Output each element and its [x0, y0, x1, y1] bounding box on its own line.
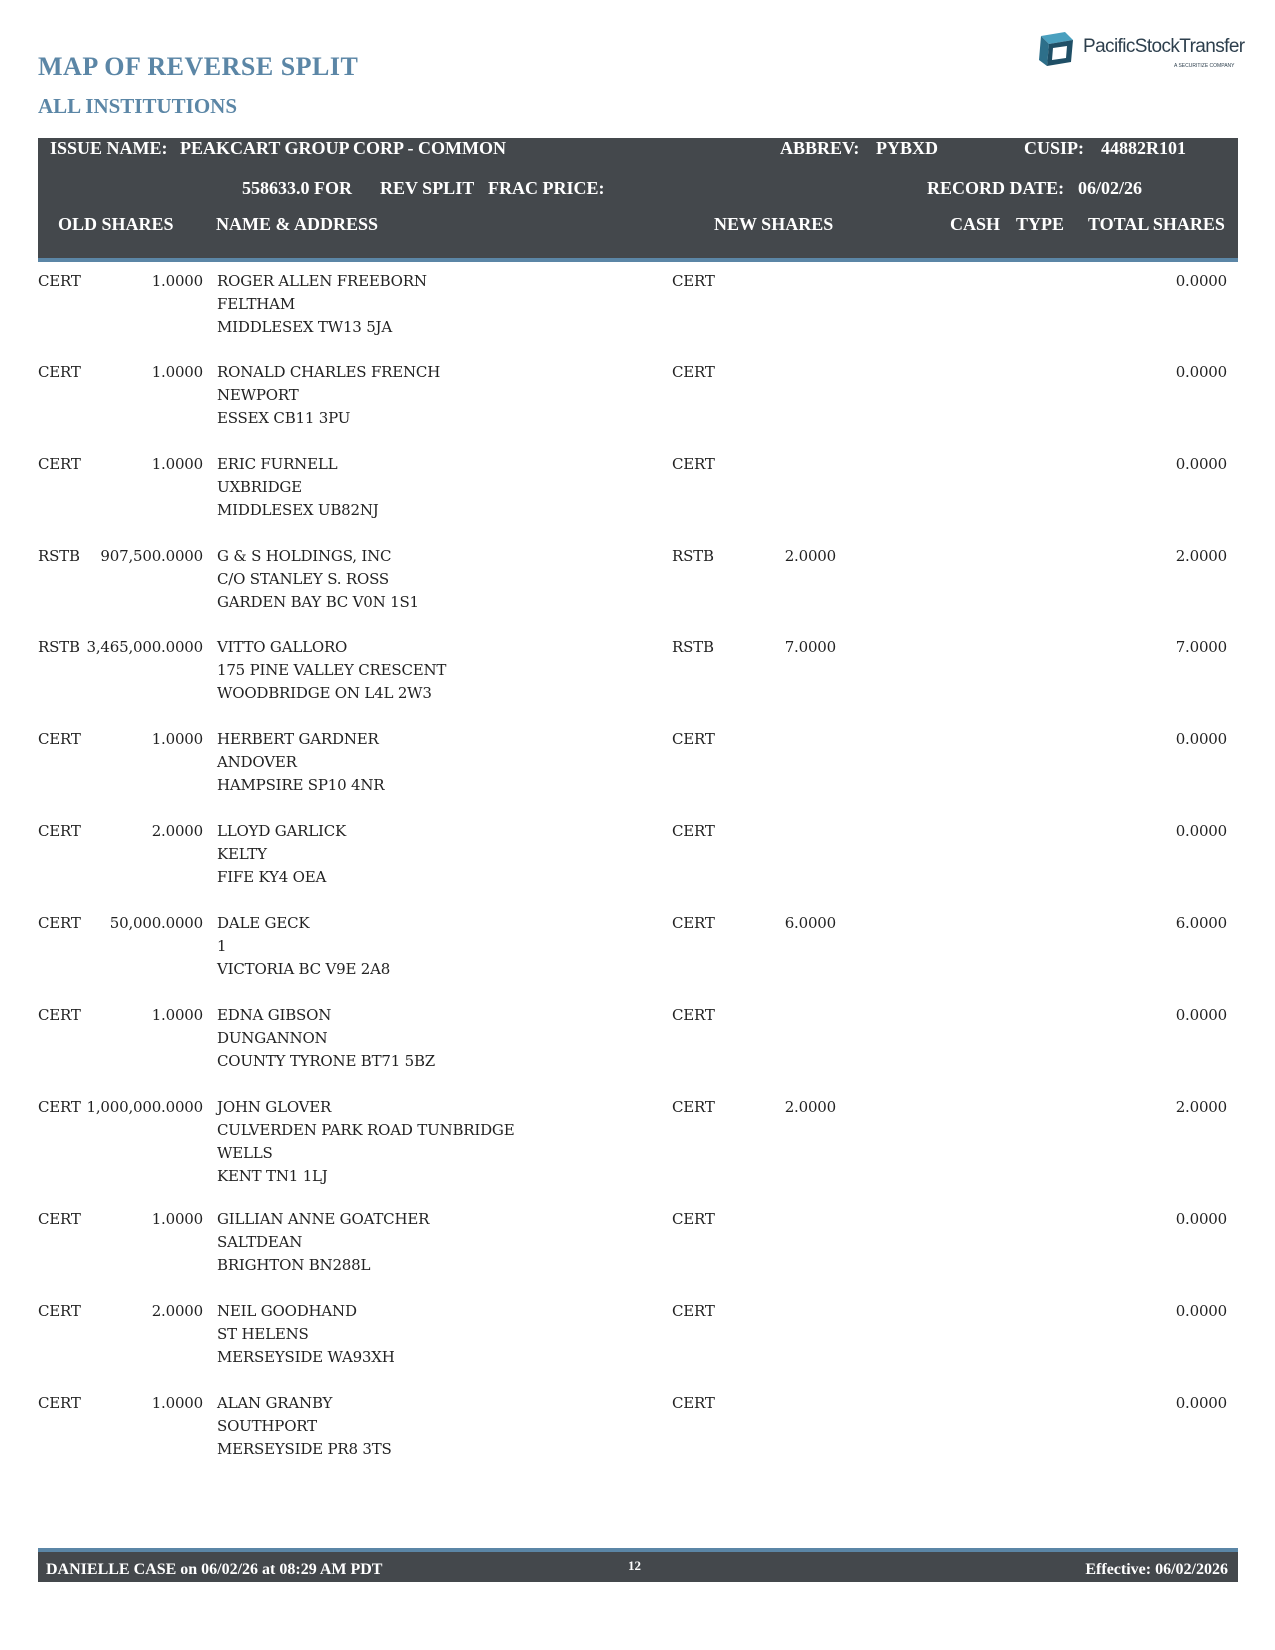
total-shares-value: 6.0000: [1175, 914, 1227, 932]
new-holding-type: CERT: [672, 1302, 715, 1320]
logo-wordmark: PacificStockTransfer: [1083, 36, 1245, 57]
address-line: DUNGANNON: [217, 1029, 328, 1047]
page-footer: [38, 1548, 1238, 1582]
address-line: FIFE KY4 OEA: [217, 868, 327, 886]
page-subtitle: ALL INSTITUTIONS: [38, 94, 237, 118]
name-address-block: [217, 728, 384, 797]
new-holding-type: CERT: [672, 822, 715, 840]
old-holding-type: CERT: [38, 455, 81, 473]
abbrev-value: PYBXD: [876, 138, 938, 158]
address-line: WOODBRIDGE ON L4L 2W3: [217, 684, 432, 702]
new-holding-type: CERT: [672, 914, 715, 932]
old-shares-value: 1,000,000.0000: [86, 1098, 203, 1116]
new-shares-value: 2.0000: [784, 1098, 836, 1116]
old-shares-value: 2.0000: [151, 1302, 203, 1320]
name-address-block: [217, 820, 346, 889]
old-shares-value: 1.0000: [151, 1210, 203, 1228]
old-holding-type: CERT: [38, 272, 81, 290]
old-shares-value: 3,465,000.0000: [86, 638, 203, 656]
record-date-label: RECORD DATE:: [927, 178, 1065, 198]
name-address-block: [217, 1208, 429, 1277]
holder-name: HERBERT GARDNER: [217, 730, 379, 748]
holder-name: RONALD CHARLES FRENCH: [217, 363, 441, 381]
new-shares-value: 6.0000: [784, 914, 836, 932]
holder-name: JOHN GLOVER: [217, 1098, 332, 1116]
old-shares-value: 1.0000: [151, 455, 203, 473]
old-holding-type: CERT: [38, 1210, 81, 1228]
holder-name: LLOYD GARLICK: [217, 822, 346, 840]
new-holding-type: CERT: [672, 1210, 715, 1228]
address-line: KELTY: [217, 845, 267, 863]
address-line: 1: [217, 937, 227, 955]
new-holding-type: CERT: [672, 363, 715, 381]
total-shares-value: 7.0000: [1175, 638, 1227, 656]
address-line: ANDOVER: [217, 753, 297, 771]
total-shares-value: 0.0000: [1175, 1302, 1227, 1320]
frac-price-label: FRAC PRICE:: [488, 178, 605, 198]
holder-name: ERIC FURNELL: [217, 455, 338, 473]
old-holding-type: RSTB: [38, 638, 80, 656]
table-header-band: [38, 138, 1238, 262]
address-line: MERSEYSIDE WA93XH: [217, 1348, 395, 1366]
name-address-block: [217, 270, 427, 339]
holder-name: ALAN GRANBY: [217, 1394, 333, 1412]
holder-name: DALE GECK: [217, 914, 310, 932]
old-shares-value: 1.0000: [151, 1006, 203, 1024]
old-holding-type: CERT: [38, 1394, 81, 1412]
name-address-block: [217, 1096, 514, 1188]
logo-tagline: A SECURITIZE COMPANY: [1174, 63, 1235, 69]
name-address-block: [217, 1300, 395, 1369]
name-address-block: [217, 361, 440, 430]
name-address-block: [217, 1004, 435, 1073]
issue-name-label: ISSUE NAME:: [50, 138, 168, 158]
address-line: MIDDLESEX UB82NJ: [217, 501, 379, 519]
holder-name: EDNA GIBSON: [217, 1006, 332, 1024]
old-holding-type: CERT: [38, 1302, 81, 1320]
new-holding-type: CERT: [672, 1006, 715, 1024]
col-old-shares: OLD SHARES: [58, 214, 174, 234]
holder-name: VITTO GALLORO: [217, 638, 348, 656]
footer-user-timestamp: DANIELLE CASE on 06/02/26 at 08:29 AM PDT: [46, 1561, 383, 1578]
old-shares-value: 1.0000: [151, 730, 203, 748]
name-address-block: [217, 545, 419, 614]
address-line: C/O STANLEY S. ROSS: [217, 570, 389, 588]
record-date-value: 06/02/26: [1078, 178, 1143, 198]
address-line: KENT TN1 1LJ: [217, 1167, 328, 1185]
col-total-shares: TOTAL SHARES: [1088, 214, 1225, 234]
old-holding-type: CERT: [38, 1098, 81, 1116]
name-address-block: [217, 636, 446, 705]
old-holding-type: CERT: [38, 1006, 81, 1024]
new-holding-type: CERT: [672, 272, 715, 290]
name-address-block: [217, 1392, 392, 1461]
address-line: UXBRIDGE: [217, 478, 302, 496]
total-shares-value: 0.0000: [1175, 730, 1227, 748]
col-new-shares: NEW SHARES: [714, 214, 834, 234]
old-holding-type: CERT: [38, 363, 81, 381]
old-shares-value: 1.0000: [151, 1394, 203, 1412]
address-line: ESSEX CB11 3PU: [217, 409, 351, 427]
address-line: ST HELENS: [217, 1325, 309, 1343]
old-shares-value: 1.0000: [151, 363, 203, 381]
total-shares-value: 2.0000: [1175, 547, 1227, 565]
company-logo: [1035, 30, 1245, 76]
col-name-address: NAME & ADDRESS: [216, 214, 379, 234]
old-shares-value: 50,000.0000: [109, 914, 203, 932]
new-holding-type: CERT: [672, 1394, 715, 1412]
new-holding-type: CERT: [672, 455, 715, 473]
rev-split-label: REV SPLIT: [380, 178, 475, 198]
total-shares-value: 2.0000: [1175, 1098, 1227, 1116]
holder-name: G & S HOLDINGS, INC: [217, 547, 392, 565]
address-line: GARDEN BAY BC V0N 1S1: [217, 593, 419, 611]
cusip-value: 44882R101: [1101, 138, 1186, 158]
address-line: BRIGHTON BN288L: [217, 1256, 371, 1274]
address-line: VICTORIA BC V9E 2A8: [217, 960, 391, 978]
old-shares-value: 1.0000: [151, 272, 203, 290]
old-holding-type: CERT: [38, 730, 81, 748]
address-line: MIDDLESEX TW13 5JA: [217, 318, 392, 336]
holder-name: GILLIAN ANNE GOATCHER: [217, 1210, 430, 1228]
issue-name: PEAKCART GROUP CORP - COMMON: [180, 138, 507, 158]
old-holding-type: CERT: [38, 822, 81, 840]
footer-effective-date: Effective: 06/02/2026: [1085, 1561, 1228, 1578]
new-holding-type: CERT: [672, 730, 715, 748]
total-shares-value: 0.0000: [1175, 822, 1227, 840]
total-shares-value: 0.0000: [1175, 1394, 1227, 1412]
address-line: CULVERDEN PARK ROAD TUNBRIDGE: [217, 1121, 515, 1139]
logo-mark-icon: [1035, 30, 1079, 72]
name-address-block: [217, 912, 390, 981]
new-shares-value: 7.0000: [784, 638, 836, 656]
old-shares-value: 907,500.0000: [100, 547, 203, 565]
address-line: NEWPORT: [217, 386, 299, 404]
address-line: SOUTHPORT: [217, 1417, 317, 1435]
abbrev-label: ABBREV:: [780, 138, 860, 158]
name-address-block: [217, 453, 379, 522]
cusip-label: CUSIP:: [1024, 138, 1085, 158]
address-line: HAMPSIRE SP10 4NR: [217, 776, 385, 794]
address-line: SALTDEAN: [217, 1233, 303, 1251]
holder-name: NEIL GOODHAND: [217, 1302, 357, 1320]
total-shares-value: 0.0000: [1175, 455, 1227, 473]
col-cash: CASH: [950, 214, 1001, 234]
new-shares-value: 2.0000: [784, 547, 836, 565]
old-holding-type: CERT: [38, 914, 81, 932]
total-shares-value: 0.0000: [1175, 1210, 1227, 1228]
total-shares-value: 0.0000: [1175, 363, 1227, 381]
address-line: COUNTY TYRONE BT71 5BZ: [217, 1052, 436, 1070]
col-type: TYPE: [1016, 214, 1065, 234]
address-line: MERSEYSIDE PR8 3TS: [217, 1440, 392, 1458]
address-line: 175 PINE VALLEY CRESCENT: [217, 661, 447, 679]
address-line: FELTHAM: [217, 295, 295, 313]
holder-name: ROGER ALLEN FREEBORN: [217, 272, 427, 290]
new-holding-type: RSTB: [672, 638, 714, 656]
page-number: 12: [628, 1558, 641, 1573]
address-line: WELLS: [217, 1144, 273, 1162]
page-title: MAP OF REVERSE SPLIT: [38, 52, 359, 81]
new-holding-type: RSTB: [672, 547, 714, 565]
new-holding-type: CERT: [672, 1098, 715, 1116]
old-shares-value: 2.0000: [151, 822, 203, 840]
total-shares-value: 0.0000: [1175, 1006, 1227, 1024]
split-ratio: 558633.0 FOR: [242, 178, 352, 198]
old-holding-type: RSTB: [38, 547, 80, 565]
total-shares-value: 0.0000: [1175, 272, 1227, 290]
